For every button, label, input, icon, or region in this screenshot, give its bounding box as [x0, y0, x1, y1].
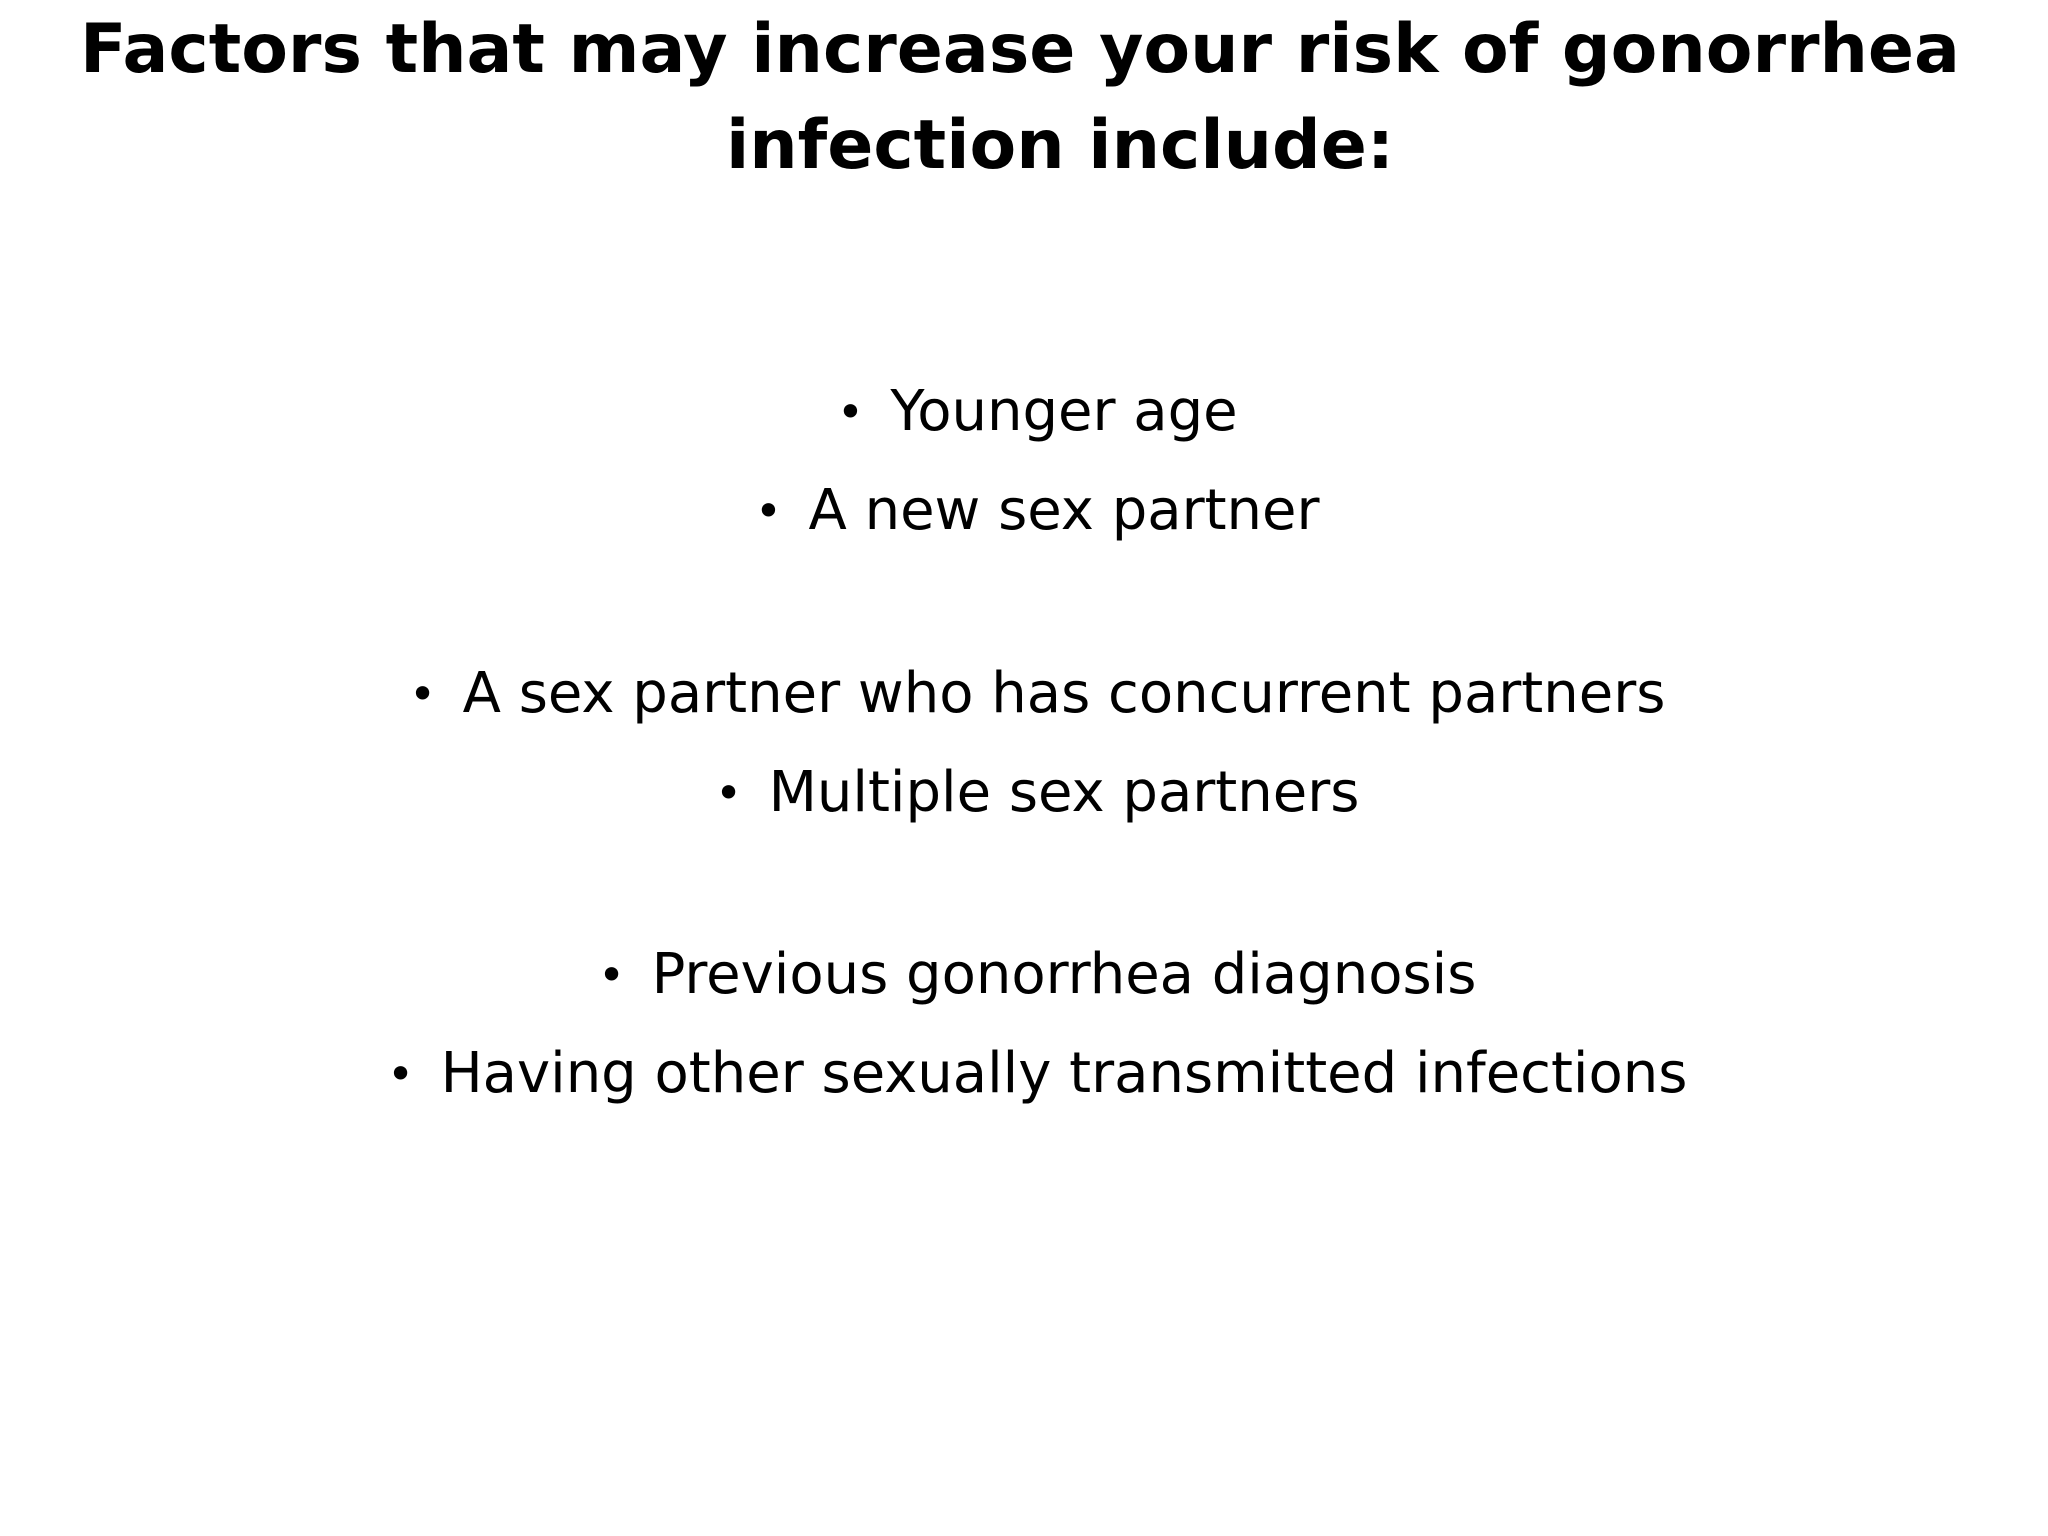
bullet-text: Multiple sex partners [768, 760, 1360, 825]
list-item [0, 372, 2048, 452]
list-item [0, 1034, 2048, 1114]
bullet-icon: • [715, 766, 743, 820]
slide-title-line-1: Factors that may increase your risk of gonorrhea [80, 10, 1960, 89]
list-item [0, 753, 2048, 833]
bullet-text: A new sex partner [808, 478, 1320, 543]
bullet-icon: • [409, 667, 437, 721]
bullet-icon: • [754, 484, 783, 538]
bullet-text: Previous gonorrhea diagnosis [651, 942, 1477, 1007]
list-item [0, 654, 2048, 734]
bullet-icon: • [836, 385, 864, 439]
bullet-text: A sex partner who has concurrent partners [462, 661, 1666, 726]
bullet-icon: • [598, 948, 626, 1002]
bullet-text: Younger age [890, 379, 1238, 444]
bullet-text: Having other sexually transmitted infections [440, 1041, 1688, 1106]
slide-title-line-2: infection include: [725, 106, 1395, 185]
bullet-icon: • [386, 1047, 415, 1101]
list-item [0, 471, 2048, 551]
list-item [0, 935, 2048, 1015]
